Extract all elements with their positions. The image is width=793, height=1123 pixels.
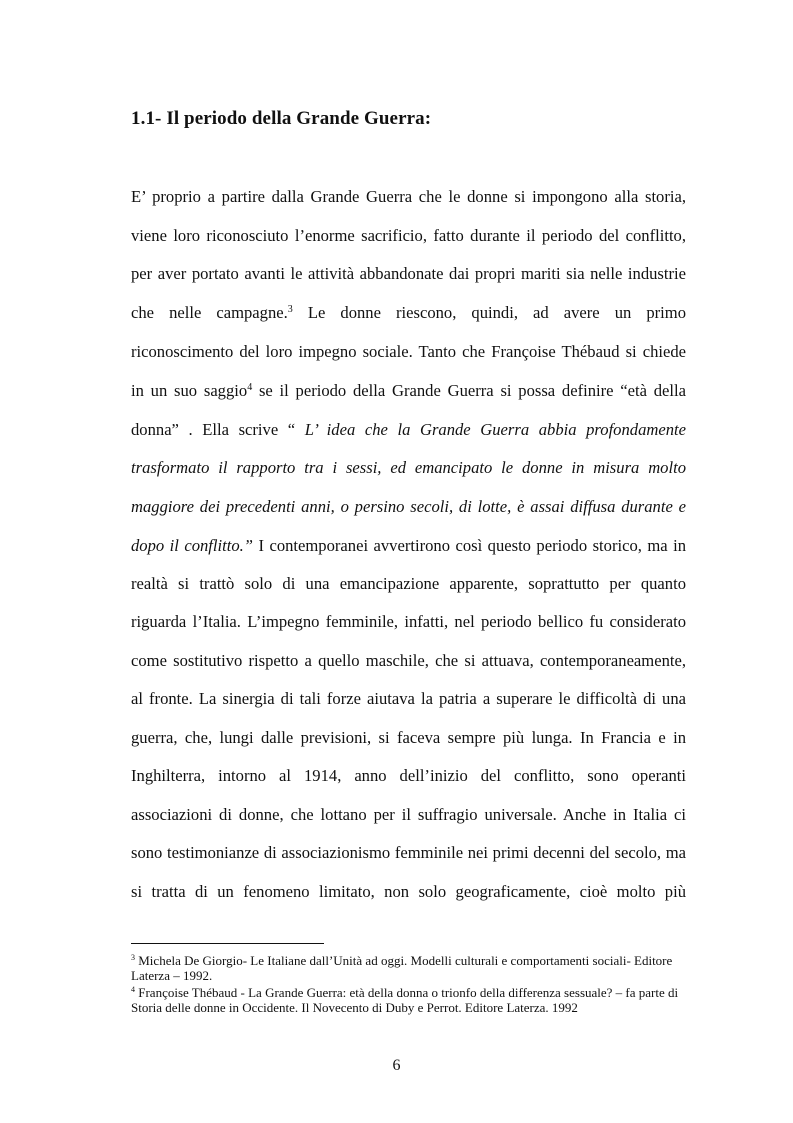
page-number: 6 bbox=[392, 1057, 401, 1074]
body-line: associazioni di donne, che lottano per il suffragio universale. Anche in Italia ci bbox=[131, 805, 686, 824]
footnote-reference: 4 bbox=[247, 382, 253, 393]
body-line: sono testimonianze di associazionismo femminile nei primi decenni del secolo, ma bbox=[131, 843, 686, 862]
body-line: E’ proprio a partire dalla Grande Guerra che le donne si impongono alla storia, bbox=[131, 187, 686, 206]
footnote-3-continuation: Laterza – 1992. bbox=[131, 968, 213, 983]
footnote-text: Françoise Thébaud - La Grande Guerra: età della donna o trionfo della differenza sessuale? – fa parte di bbox=[135, 985, 679, 1000]
footnote-4-continuation: Storia delle donne in Occidente. Il Novecento di Duby e Perrot. Editore Laterza. 1992 bbox=[131, 1000, 578, 1015]
body-line: riguarda l’Italia. L’impegno femminile, infatti, nel periodo bellico fu considerato bbox=[131, 612, 686, 631]
body-text: I contemporanei avvertirono così questo periodo storico, ma in bbox=[253, 536, 686, 555]
body-text: che nelle campagne. bbox=[131, 303, 288, 322]
body-text: Le donne riescono, quindi, ad avere un primo bbox=[292, 303, 686, 322]
footnote-reference: 3 bbox=[287, 304, 293, 315]
body-text: se il periodo della Grande Guerra si possa definire “età della bbox=[252, 381, 687, 400]
footnote-3 bbox=[131, 953, 701, 968]
quotation-text: dopo il conflitto.” bbox=[131, 536, 254, 555]
body-line: al fronte. La sinergia di tali forze aiutava la patria a superare le difficoltà di una bbox=[131, 689, 686, 708]
body-text: in un suo saggio bbox=[131, 381, 248, 400]
body-line: si tratta di un fenomeno limitato, non solo geograficamente, cioè molto più bbox=[131, 882, 686, 901]
body-line: realtà si trattò solo di una emancipazione apparente, soprattutto per quanto bbox=[131, 574, 686, 593]
body-text: donna” . Ella scrive “ bbox=[131, 420, 305, 439]
body-line bbox=[131, 302, 686, 324]
footnote-text: Michela De Giorgio- Le Italiane dall’Unità ad oggi. Modelli culturali e comportamenti sociali- Editore bbox=[135, 953, 673, 968]
body-line bbox=[131, 380, 686, 402]
body-line: riconoscimento del loro impegno sociale. Tanto che Françoise Thébaud si chiede bbox=[131, 342, 686, 361]
quotation-line: maggiore dei precedenti anni, o persino secoli, di lotte, è assai diffusa durante e bbox=[131, 497, 686, 516]
footnote-number: 4 bbox=[131, 985, 135, 994]
body-line bbox=[131, 419, 686, 441]
quotation-line: trasformato il rapporto tra i sessi, ed emancipato le donne in misura molto bbox=[131, 458, 686, 477]
body-line: Inghilterra, intorno al 1914, anno dell’inizio del conflitto, sono operanti bbox=[131, 766, 686, 785]
body-line bbox=[131, 535, 686, 557]
section-heading: 1.1- Il periodo della Grande Guerra: bbox=[131, 108, 432, 129]
footnote-separator bbox=[131, 943, 324, 944]
body-line: guerra, che, lungi dalle previsioni, si faceva sempre più lunga. In Francia e in bbox=[131, 728, 686, 747]
footnote-4 bbox=[131, 985, 701, 1000]
body-line: viene loro riconosciuto l’enorme sacrificio, fatto durante il periodo del conflitto, bbox=[131, 226, 686, 245]
footnote-number: 3 bbox=[131, 953, 135, 962]
body-line: per aver portato avanti le attività abbandonate dai propri mariti sia nelle industrie bbox=[131, 264, 686, 283]
quotation-text: L’ idea che la Grande Guerra abbia profondamente bbox=[304, 420, 686, 439]
body-line: come sostitutivo rispetto a quello maschile, che si attuava, contemporaneamente, bbox=[131, 651, 686, 670]
